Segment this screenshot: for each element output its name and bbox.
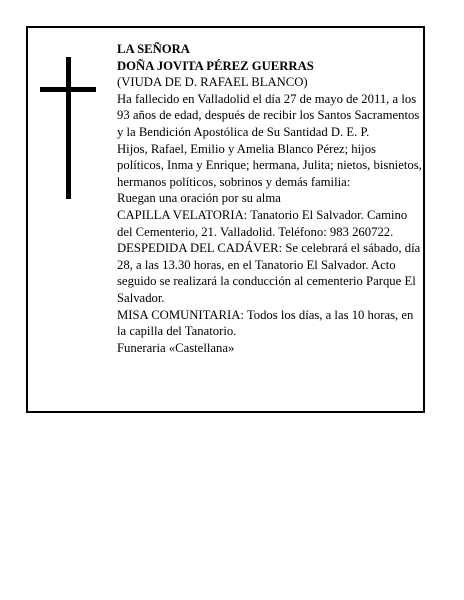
family-list: Hijos, Rafael, Emilio y Amelia Blanco Pérez; hijos políticos, Inma y Enrique; hermana, Julita; nietos, bisnietos, hermanos políticos, sobrinos y demás familia: [117, 141, 422, 189]
prayer-request: Ruegan una oración por su alma [117, 191, 281, 206]
mass-info: MISA COMUNITARIA: Todos los días, a las 10 horas, en la capilla del Tanatorio. [117, 307, 414, 339]
death-announcement: Ha fallecido en Valladolid el día 27 de mayo de 2011, a los 93 años de edad, después de recibir los Santos Sacramentos y la Bendición Apostólica de Su Santidad D. E. P. [117, 91, 420, 139]
notice-title: LA SEÑORA [117, 42, 190, 56]
deceased-name: DOÑA JOVITA PÉREZ GUERRAS [117, 58, 314, 73]
cross-icon [40, 57, 96, 199]
cross-vertical-bar [66, 57, 71, 199]
widow-of-line: (VIUDA DE D. RAFAEL BLANCO) [117, 75, 308, 90]
funeral-home: Funeraria «Castellana» [117, 340, 235, 355]
chapel-info: CAPILLA VELATORIA: Tanatorio El Salvador. Camino del Cementerio, 21. Valladolid. Teléfono: 983 260722. [117, 207, 408, 239]
farewell-info: DESPEDIDA DEL CADÁVER: Se celebrará el sábado, día 28, a las 13.30 horas, en el Tanatorio El Salvador. Acto seguido se realizará la conducción al cementerio Parque El Salvador. [117, 241, 421, 305]
obituary-content [117, 41, 422, 356]
obituary-notice [26, 26, 425, 413]
cross-horizontal-bar [40, 87, 96, 92]
